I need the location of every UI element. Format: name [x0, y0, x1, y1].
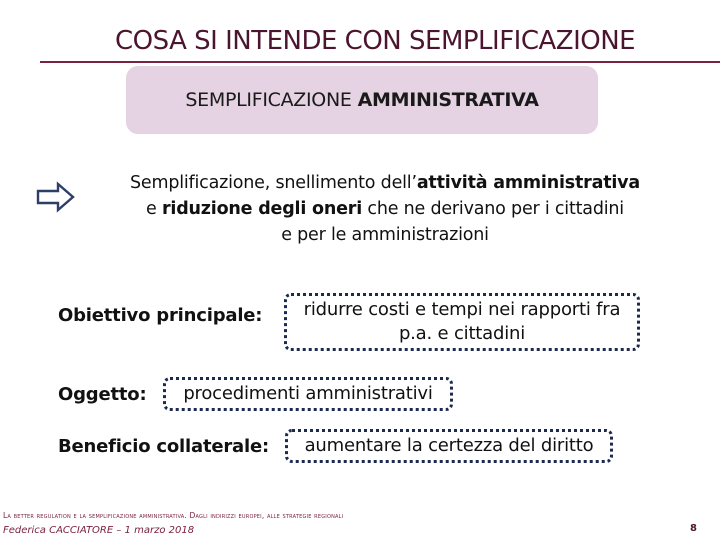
item-label: Obiettivo principale: — [58, 305, 263, 326]
def-text-3: che ne derivano per i cittadini — [362, 199, 624, 219]
definition-text — [95, 170, 675, 248]
right-arrow-outline-icon — [36, 181, 76, 213]
footer-author: Federica CACCIATORE – 1 marzo 2018 — [3, 525, 195, 536]
item-value-box — [163, 377, 453, 411]
item-value-line1: ridurre costi e tempi nei rapporti fra — [303, 299, 621, 320]
item-value-line2: p.a. e cittadini — [398, 323, 526, 344]
item-label: Beneficio collaterale: — [58, 436, 269, 457]
item-value-box — [284, 293, 640, 351]
def-text-2: e — [146, 199, 162, 219]
def-bold-1: attività amministrativa — [416, 173, 640, 193]
title-underline — [40, 61, 720, 63]
item-value-line1: procedimenti amministrativi — [183, 383, 433, 404]
item-value-box — [285, 429, 613, 463]
header-box — [126, 66, 598, 134]
def-bold-2: riduzione degli oneri — [161, 199, 363, 219]
item-value-line1: aumentare la certezza del diritto — [304, 435, 594, 456]
def-text-4: e per le amministrazioni — [281, 225, 489, 245]
page-title: COSA SI INTENDE CON SEMPLIFICAZIONE — [115, 26, 636, 56]
footer-title: La better regulation e la semplificazione amministrativa. Dagli indirizzi europei, alle strategie regionali — [3, 511, 344, 520]
item-label: Oggetto: — [58, 384, 147, 405]
def-text-1: Semplificazione, snellimento dell’ — [130, 173, 417, 193]
header-bold: AMMINISTRATIVA — [357, 89, 539, 111]
page-number: 8 — [690, 523, 697, 534]
header-normal: SEMPLIFICAZIONE — [185, 89, 352, 111]
